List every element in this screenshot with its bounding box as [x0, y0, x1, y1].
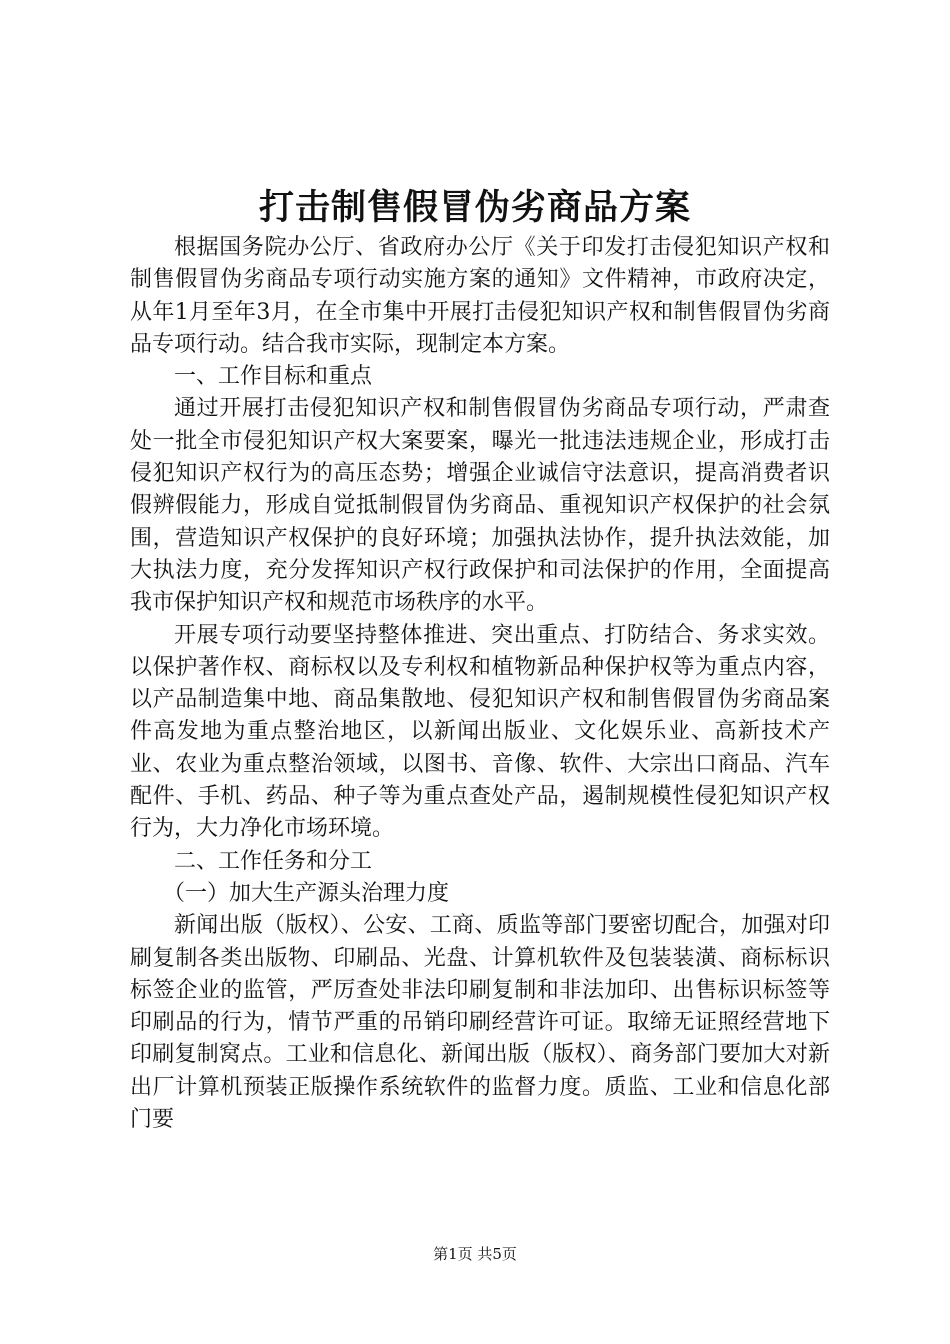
- paragraph-intro: 根据国务院办公厅、省政府办公厅《关于印发打击侵犯知识产权和制售假冒伪劣商品专项行动实施方案的通知》文件精神，市政府决定，从年1月至年3月，在全市集中开展打击侵犯知识产权和制售假冒伪劣商品专项行动。结合我市实际，现制定本方案。: [130, 235, 830, 357]
- paragraph-goals: 通过开展打击侵犯知识产权和制售假冒伪劣商品专项行动，严肃查处一批全市侵犯知识产权大案要案，曝光一批违法违规企业，形成打击侵犯知识产权行为的高压态势；增强企业诚信守法意识，提高消费者识假辨假能力，形成自觉抵制假冒伪劣商品、重视知识产权保护的社会氛围，营造知识产权保护的良好环境；加强执法协作，提升执法效能，加大执法力度，充分发挥知识产权行政保护和司法保护的作用，全面提高我市保护知识产权和规范市场秩序的水平。: [130, 396, 830, 616]
- subsection-heading-1: （一）加大生产源头治理力度: [163, 880, 450, 906]
- document-body: [130, 232, 830, 1136]
- document-title: 打击制售假冒伪劣商品方案: [258, 187, 691, 228]
- paragraph-focus: 开展专项行动要坚持整体推进、突出重点、打防结合、务求实效。以保护著作权、商标权以及专利权和植物新品种保护权等为重点内容，以产品制造集中地、商品集散地、侵犯知识产权和制售假冒伪劣商品案件高发地为重点整治地区，以新闻出版业、文化娱乐业、高新技术产业、农业为重点整治领域，以图书、音像、软件、大宗出口商品、汽车配件、手机、药品、种子等为重点查处产品，遏制规模性侵犯知识产权行为，大力净化市场环境。: [130, 622, 830, 842]
- section-heading-1: 一、工作目标和重点: [174, 364, 373, 390]
- page-footer: 第1页 共5页: [433, 1245, 517, 1263]
- section-heading-2: 二、工作任务和分工: [174, 848, 373, 874]
- paragraph-source-control: 新闻出版（版权）、公安、工商、质监等部门要密切配合，加强对印刷复制各类出版物、印刷品、光盘、计算机软件及包装装潢、商标标识标签企业的监管，严厉查处非法印刷复制和非法加印、出售标识标签等印刷品的行为，情节严重的吊销印刷经营许可证。取缔无证照经营地下印刷复制窝点。工业和信息化、新闻出版（版权）、商务部门要加大对新出厂计算机预装正版操作系统软件的监督力度。质监、工业和信息化部门要: [130, 913, 830, 1133]
